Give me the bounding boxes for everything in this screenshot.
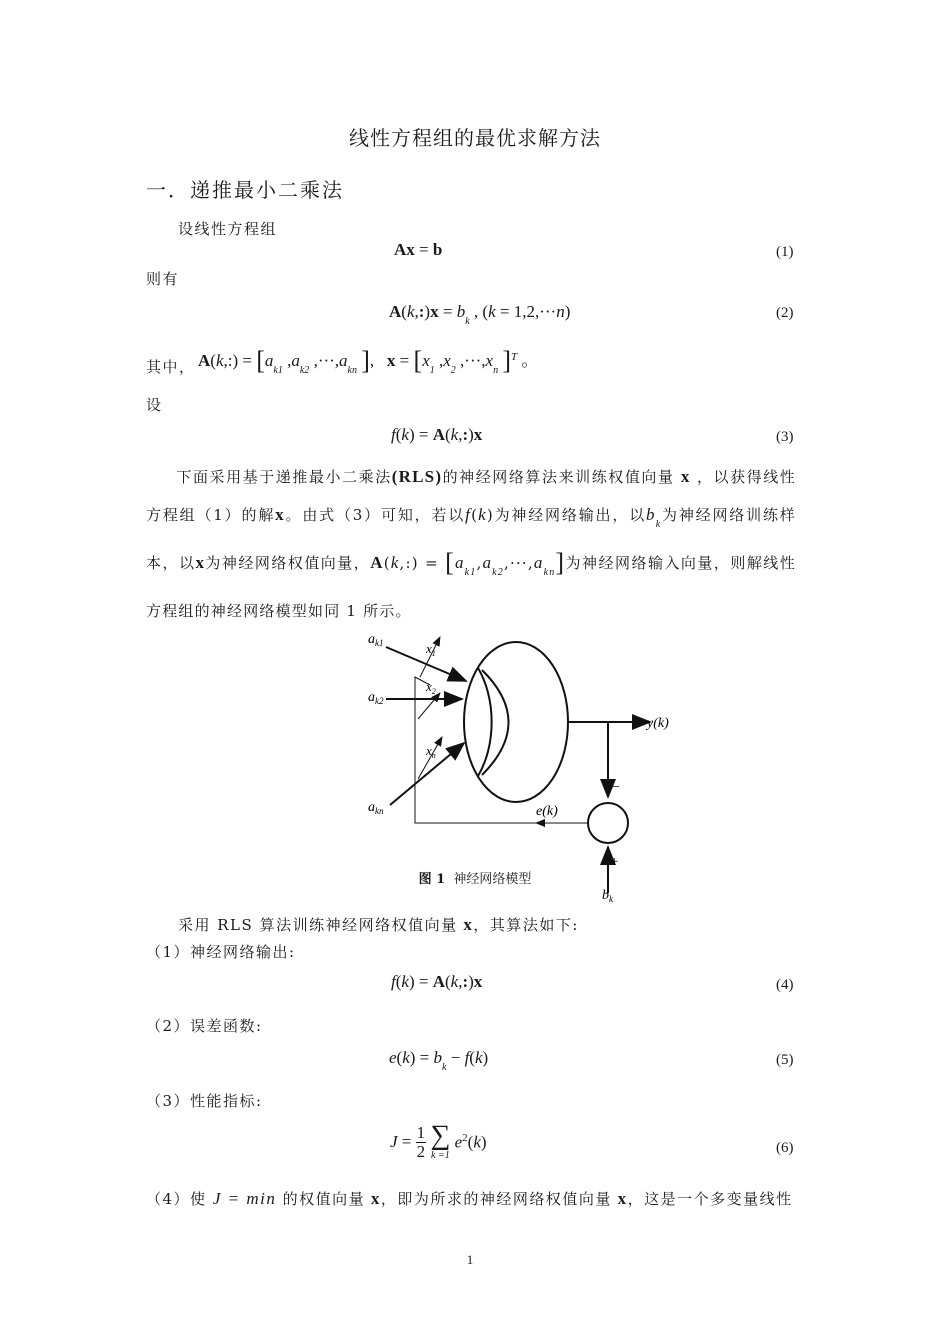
then-text: 则有 xyxy=(146,270,180,288)
where-definition: A(k,:) = [$a_{k1}$ $,a_{k2}$ $,\cdot\cdot\cdot,a_{kn}$ ], $x = [x_1$ $,x_2$ $,\cdot\cdot\cdot,x_n$ ]$^T$ 。 xyxy=(198,346,539,376)
equation-6: J = $\frac{1}{2}$ ∑ k =1 $e^2(k)$ xyxy=(390,1120,487,1161)
summing-junction xyxy=(588,803,628,843)
label-target: $b_k$ xyxy=(602,888,613,904)
equation-5-number: (5) xyxy=(776,1052,794,1068)
label-minus: − xyxy=(612,780,620,795)
label-xn: $x_n$ xyxy=(426,743,436,760)
equation-5: $e(k) = b_k - f(k)$ xyxy=(389,1048,489,1073)
label-x2: $x_2$ xyxy=(426,679,436,696)
neuron-body xyxy=(464,642,568,802)
set-label: 设 xyxy=(146,396,163,414)
label-akn: $a_{kn}$ xyxy=(368,800,384,816)
where-label: 其中， xyxy=(146,358,196,376)
label-x1: $x_1$ xyxy=(426,641,436,658)
page-title: 线性方程组的最优求解方法 xyxy=(349,126,601,150)
equation-1: Ax = b xyxy=(394,240,443,259)
step-1-label: （1）神经网络输出: xyxy=(146,943,296,961)
page-number: 1 xyxy=(466,1252,474,1267)
rls-intro: 采用 RLS 算法训练神经网络权值向量 x，其算法如下: xyxy=(178,915,579,934)
label-ak1: $a_{k1}$ xyxy=(368,632,384,648)
equation-2-number: (2) xyxy=(776,305,794,321)
label-error: e(k) xyxy=(536,804,558,819)
equation-3: f(k) = A(k,:)x xyxy=(391,425,483,444)
body-paragraph: 下面采用基于递推最小二乘法(RLS)的神经网络算法来训练权值向量 x ，以获得线性方程组（1）的解x。由式（3）可知，若以f(k)为神经网络输出，以$b_k$为神经网络训练样本，以x为神经网络权值向量，A(k,:) = $[a_{k1},a_{k2},\cdot\cdot\cdot,a_{kn}]$为神经网络输入向量，则解线性方程组的神经网络模型如同 1 所示。 xyxy=(146,467,797,620)
equation-4: f(k) = A(k,:)x xyxy=(391,972,483,991)
label-ak2: $a_{k2}$ xyxy=(368,690,384,706)
equation-6-number: (6) xyxy=(776,1140,794,1156)
step-3-label: （3）性能指标: xyxy=(146,1092,263,1110)
step-2-label: （2）误差函数: xyxy=(146,1017,263,1035)
equation-2: A(k,:)x = $b_k$ , (k = 1,2,···n) xyxy=(389,302,571,327)
label-plus: + xyxy=(610,854,619,870)
figure-caption: 图 1 神经网络模型 xyxy=(418,872,532,887)
equation-1-number: (1) xyxy=(776,244,794,260)
step-4-text: （4）使 J = min 的权值向量 x，即为所求的神经网络权值向量 x，这是一个多变量线性 xyxy=(146,1189,793,1208)
equation-3-number: (3) xyxy=(776,429,794,445)
intro-text: 设线性方程组 xyxy=(178,220,278,238)
section-heading: 一．递推最小二乘法 xyxy=(146,178,344,202)
label-output: y(k) xyxy=(647,716,669,731)
equation-4-number: (4) xyxy=(776,977,794,993)
